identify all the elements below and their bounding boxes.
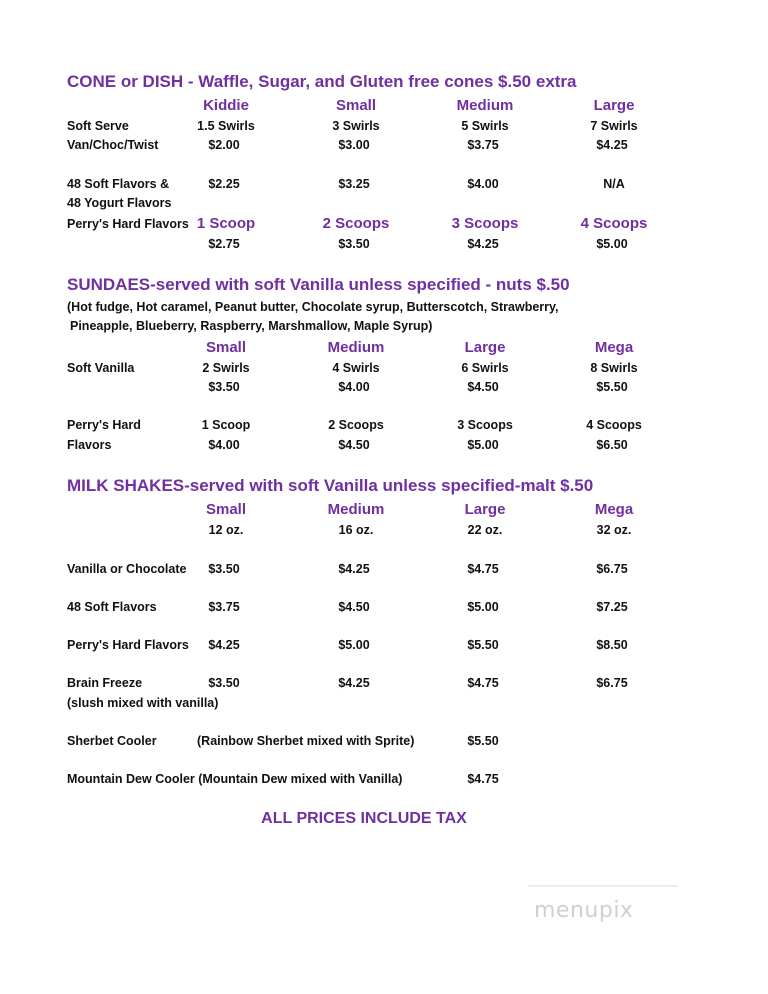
sundae-amount: 3 Scoops (457, 418, 513, 432)
cone-price: $2.25 (208, 177, 240, 191)
sundae-amount: 4 Scoops (586, 418, 642, 432)
sundae-size-header: Mega (594, 339, 634, 356)
cone-price: $4.25 (596, 138, 628, 152)
sherbet-cooler-price: $5.50 (467, 734, 499, 748)
shake-price: $7.25 (596, 600, 628, 614)
shake-size-header: Medium (327, 501, 385, 518)
sundae-size-header: Large (464, 339, 506, 356)
sundae-size-header: Medium (327, 339, 385, 356)
tax-notice: ALL PRICES INCLUDE TAX (261, 810, 467, 827)
cone-size-header: Kiddie (203, 97, 249, 114)
shake-ounces: 22 oz. (467, 523, 503, 537)
cone-amount: 5 Swirls (461, 119, 509, 133)
shake-row-label: Brain Freeze (67, 676, 143, 690)
perrys-hard-sublabel: Flavors (67, 438, 112, 452)
sundae-amount: 2 Scoops (328, 418, 384, 432)
sundae-price: $5.50 (596, 380, 628, 394)
watermark-divider (528, 885, 678, 887)
shake-ounces: 16 oz. (338, 523, 374, 537)
sundae-price: $6.50 (596, 438, 628, 452)
cone-amount: 3 Swirls (332, 119, 380, 133)
shake-price: $5.50 (467, 638, 499, 652)
shake-row-label: Vanilla or Chocolate (67, 562, 187, 576)
sundae-price: $5.00 (467, 438, 499, 452)
cone-scoop-header: 2 Scoops (322, 215, 390, 232)
shake-price: $5.00 (467, 600, 499, 614)
sherbet-cooler-desc: (Rainbow Sherbet mixed with Sprite) (197, 734, 415, 748)
shake-ounces: 12 oz. (208, 523, 244, 537)
cone-price: $3.00 (338, 138, 370, 152)
shake-price: $3.50 (208, 562, 240, 576)
cone-price: $3.25 (338, 177, 370, 191)
cone-amount: 1.5 Swirls (197, 119, 255, 133)
sundae-price: $4.50 (338, 438, 370, 452)
shake-price: $5.00 (338, 638, 370, 652)
soft-serve-sublabel: Van/Choc/Twist (67, 138, 159, 152)
sundae-price: $3.50 (208, 380, 240, 394)
cone-price: $5.00 (596, 237, 628, 251)
dew-cooler-price: $4.75 (467, 772, 499, 786)
sundae-amount: 2 Swirls (202, 361, 250, 375)
cone-price: $2.00 (208, 138, 240, 152)
shake-size-header: Mega (594, 501, 634, 518)
sundae-amount: 1 Scoop (201, 418, 251, 432)
sundae-price: $4.50 (467, 380, 499, 394)
dew-cooler-label: Mountain Dew Cooler (Mountain Dew mixed with Vanilla) (67, 772, 403, 786)
shakes-section-title: MILK SHAKES-served with soft Vanilla unless specified-malt $.50 (67, 476, 594, 495)
soft-vanilla-label: Soft Vanilla (67, 361, 135, 375)
sundae-amount: 8 Swirls (590, 361, 638, 375)
cone-size-header: Medium (456, 97, 514, 114)
shake-ounces: 32 oz. (596, 523, 632, 537)
sundae-price: $4.00 (338, 380, 370, 394)
cone-price: N/A (603, 177, 625, 191)
shake-price: $3.50 (208, 676, 240, 690)
toppings-list-cont: Pineapple, Blueberry, Raspberry, Marshmallow, Maple Syrup) (70, 319, 433, 333)
cone-price: $3.75 (467, 138, 499, 152)
sherbet-cooler-label: Sherbet Cooler (67, 734, 157, 748)
hard-flavors-label: Perry's Hard Flavors (67, 217, 189, 231)
soft-flavors-label: 48 Soft Flavors & (67, 177, 170, 191)
shake-price: $8.50 (596, 638, 628, 652)
yogurt-flavors-label: 48 Yogurt Flavors (67, 196, 172, 210)
cone-scoop-header: 1 Scoop (196, 215, 256, 232)
cone-size-header: Large (593, 97, 635, 114)
cone-scoop-header: 4 Scoops (580, 215, 648, 232)
shake-price: $4.25 (338, 562, 370, 576)
sundaes-section-title: SUNDAES-served with soft Vanilla unless specified - nuts $.50 (67, 275, 570, 294)
sundae-price: $4.00 (208, 438, 240, 452)
cone-amount: 7 Swirls (590, 119, 638, 133)
brain-freeze-note: (slush mixed with vanilla) (67, 696, 219, 710)
shake-price: $4.25 (208, 638, 240, 652)
perrys-hard-label: Perry's Hard (67, 418, 141, 432)
shake-size-header: Small (205, 501, 247, 518)
cone-price: $4.25 (467, 237, 499, 251)
shake-row-label: Perry's Hard Flavors (67, 638, 189, 652)
shake-price: $4.25 (338, 676, 370, 690)
shake-price: $6.75 (596, 676, 628, 690)
shake-price: $4.50 (338, 600, 370, 614)
sundae-size-header: Small (205, 339, 247, 356)
sundae-amount: 4 Swirls (332, 361, 380, 375)
cone-scoop-header: 3 Scoops (451, 215, 519, 232)
shake-price: $4.75 (467, 676, 499, 690)
soft-serve-label: Soft Serve (67, 119, 129, 133)
cone-price: $2.75 (208, 237, 240, 251)
cone-price: $3.50 (338, 237, 370, 251)
shake-size-header: Large (464, 501, 506, 518)
menupix-watermark: menupix (534, 898, 634, 923)
toppings-list: (Hot fudge, Hot caramel, Peanut butter, Chocolate syrup, Butterscotch, Strawberry, (67, 300, 559, 314)
sundae-amount: 6 Swirls (461, 361, 509, 375)
shake-price: $6.75 (596, 562, 628, 576)
cone-size-header: Small (335, 97, 377, 114)
cone-price: $4.00 (467, 177, 499, 191)
shake-row-label: 48 Soft Flavors (67, 600, 157, 614)
shake-price: $4.75 (467, 562, 499, 576)
cone-section-title: CONE or DISH - Waffle, Sugar, and Gluten free cones $.50 extra (67, 72, 577, 91)
shake-price: $3.75 (208, 600, 240, 614)
